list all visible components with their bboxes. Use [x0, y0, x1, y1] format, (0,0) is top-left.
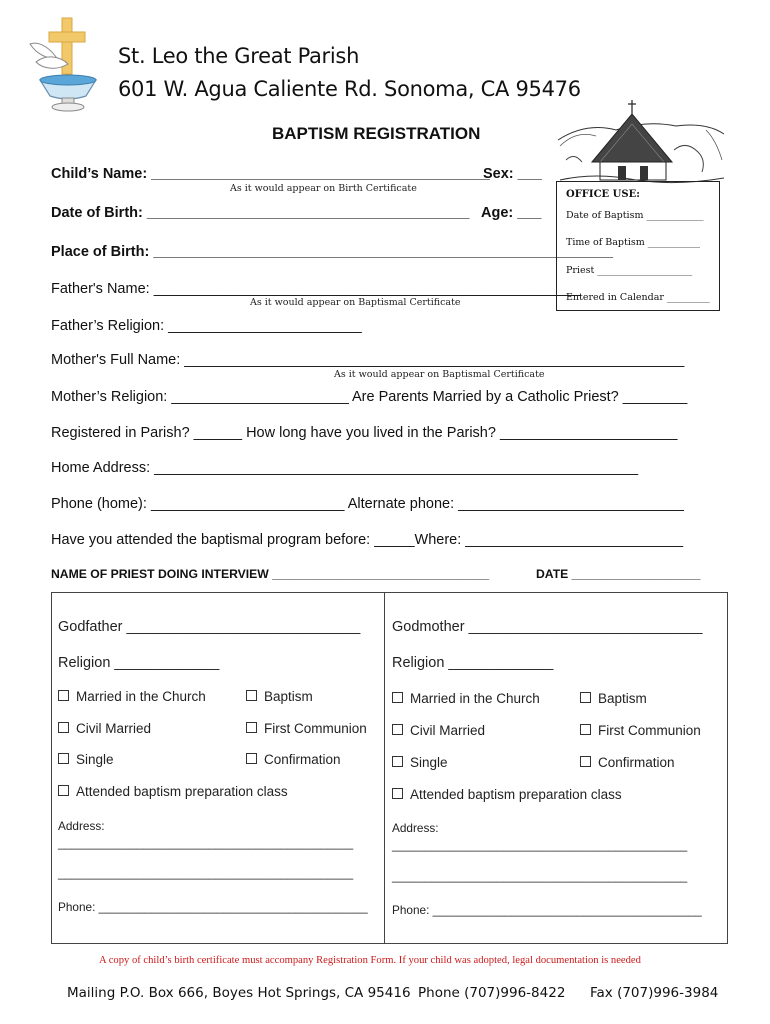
checkbox-icon — [246, 722, 257, 733]
sex-field[interactable]: Sex: ___ — [483, 166, 542, 182]
godmother-first-communion-checkbox[interactable] — [580, 723, 701, 738]
checkbox-icon — [246, 690, 257, 701]
baptismal-program-field[interactable]: Have you attended the baptismal program before: _____Where: ___________________________ — [51, 532, 684, 548]
godfather-civil-married-label: Civil Married — [76, 721, 152, 736]
godfather-address-line-1[interactable]: _____________________________________________ — [58, 836, 354, 850]
godfather-attended-class-checkbox[interactable] — [58, 784, 288, 799]
footer-mailing-address: Mailing P.O. Box 666, Boyes Hot Springs, CA 95416 — [67, 985, 411, 1001]
father-name-field[interactable]: Father's Name: _____________________________________________________ — [51, 281, 582, 297]
registered-parish-field[interactable]: Registered in Parish? ______ How long have you lived in the Parish? ______________________ — [51, 425, 678, 441]
church-illustration — [556, 100, 726, 186]
checkbox-icon — [392, 788, 403, 799]
godfather-confirmation-label: Confirmation — [264, 752, 341, 767]
godfather-attended-class-label: Attended baptism preparation class — [76, 784, 288, 799]
godmother-baptism-checkbox[interactable] — [580, 691, 647, 706]
checkbox-icon — [392, 724, 403, 735]
godfather-phone-field[interactable]: Phone: _________________________________________ — [58, 900, 368, 914]
godfather-single-label: Single — [76, 752, 114, 767]
godmother-confirmation-label: Confirmation — [598, 755, 675, 770]
birth-certificate-notice: A copy of child’s birth certificate must accompany Registration Form. If your child was adopted, legal documentation is needed — [99, 955, 641, 966]
godfather-name-field[interactable]: Godfather _____________________________ — [58, 619, 361, 635]
godmother-married-church-checkbox[interactable] — [392, 691, 540, 706]
child-name-hint: As it would appear on Birth Certificate — [230, 183, 417, 194]
mother-religion-field[interactable]: Mother’s Religion: ______________________ Are Parents Married by a Catholic Priest? ________ — [51, 389, 688, 405]
office-date-of-baptism[interactable]: Date of Baptism ____________ — [566, 210, 704, 221]
child-name-field[interactable]: Child’s Name: __________________________________________ — [51, 166, 490, 182]
godmother-married-church-label: Married in the Church — [410, 691, 540, 706]
checkbox-icon — [580, 692, 591, 703]
godmother-religion-field[interactable]: Religion _____________ — [392, 655, 554, 671]
godfather-first-communion-label: First Communion — [264, 721, 367, 736]
checkbox-icon — [58, 722, 69, 733]
godmother-address-label: Address: — [392, 821, 439, 835]
office-use-title: OFFICE USE: — [566, 189, 640, 200]
mother-name-hint: As it would appear on Baptismal Certificate — [334, 369, 545, 380]
godmother-single-checkbox[interactable] — [392, 755, 448, 770]
checkbox-icon — [580, 756, 591, 767]
dove-cross-font-logo — [22, 14, 108, 114]
godmother-single-label: Single — [410, 755, 448, 770]
godfather-first-communion-checkbox[interactable] — [246, 721, 367, 736]
godfather-baptism-checkbox[interactable] — [246, 689, 313, 704]
godmother-name-field[interactable]: Godmother _____________________________ — [392, 619, 703, 635]
checkbox-icon — [58, 785, 69, 796]
footer-fax: Fax (707)996-3984 — [590, 985, 719, 1001]
godfather-address-label: Address: — [58, 819, 105, 833]
father-name-hint: As it would appear on Baptismal Certificate — [250, 297, 461, 308]
footer-phone: Phone (707)996-8422 — [418, 985, 566, 1001]
sponsors-divider — [384, 592, 385, 944]
godmother-civil-married-label: Civil Married — [410, 723, 486, 738]
office-entered-calendar[interactable]: Entered in Calendar _________ — [566, 292, 710, 303]
checkbox-icon — [392, 692, 403, 703]
godmother-civil-married-checkbox[interactable] — [392, 723, 485, 738]
form-title: BAPTISM REGISTRATION — [272, 124, 481, 143]
godmother-phone-field[interactable]: Phone: _________________________________________ — [392, 903, 702, 917]
parish-address: 601 W. Agua Caliente Rd. Sonoma, CA 95476 — [118, 77, 581, 101]
godfather-civil-married-checkbox[interactable] — [58, 721, 151, 736]
godfather-religion-field[interactable]: Religion _____________ — [58, 655, 220, 671]
parish-name: St. Leo the Great Parish — [118, 44, 360, 68]
godfather-baptism-label: Baptism — [264, 689, 313, 704]
checkbox-icon — [58, 753, 69, 764]
godfather-single-checkbox[interactable] — [58, 752, 114, 767]
office-time-of-baptism[interactable]: Time of Baptism ___________ — [566, 237, 701, 248]
godmother-attended-class-label: Attended baptism preparation class — [410, 787, 622, 802]
home-address-field[interactable]: Home Address: ____________________________________________________________ — [51, 460, 639, 476]
interview-priest-field[interactable]: NAME OF PRIEST DOING INTERVIEW ________________________________ — [51, 567, 490, 581]
godfather-address-line-2[interactable]: _____________________________________________ — [58, 866, 354, 880]
father-religion-field[interactable]: Father’s Religion: ________________________ — [51, 318, 362, 334]
place-of-birth-field[interactable]: Place of Birth: _________________________________________________________ — [51, 244, 613, 260]
age-field[interactable]: Age: ___ — [481, 205, 542, 221]
date-of-birth-field[interactable]: Date of Birth: ________________________________________ — [51, 205, 470, 221]
godmother-address-line-2[interactable]: _____________________________________________ — [392, 869, 688, 883]
godfather-confirmation-checkbox[interactable] — [246, 752, 341, 767]
checkbox-icon — [392, 756, 403, 767]
phone-home-field[interactable]: Phone (home): ________________________ Alternate phone: ____________________________ — [51, 496, 684, 512]
godfather-married-church-checkbox[interactable] — [58, 689, 206, 704]
mother-name-field[interactable]: Mother's Full Name: ______________________________________________________________ — [51, 352, 685, 368]
checkbox-icon — [58, 690, 69, 701]
godmother-confirmation-checkbox[interactable] — [580, 755, 675, 770]
godfather-married-church-label: Married in the Church — [76, 689, 206, 704]
godmother-baptism-label: Baptism — [598, 691, 647, 706]
godmother-first-communion-label: First Communion — [598, 723, 701, 738]
checkbox-icon — [246, 753, 257, 764]
checkbox-icon — [580, 724, 591, 735]
interview-date-field[interactable]: DATE ___________________ — [536, 567, 701, 581]
office-use-box — [556, 181, 720, 311]
office-priest[interactable]: Priest ____________________ — [566, 265, 693, 276]
godmother-attended-class-checkbox[interactable] — [392, 787, 622, 802]
godmother-address-line-1[interactable]: _____________________________________________ — [392, 838, 688, 852]
